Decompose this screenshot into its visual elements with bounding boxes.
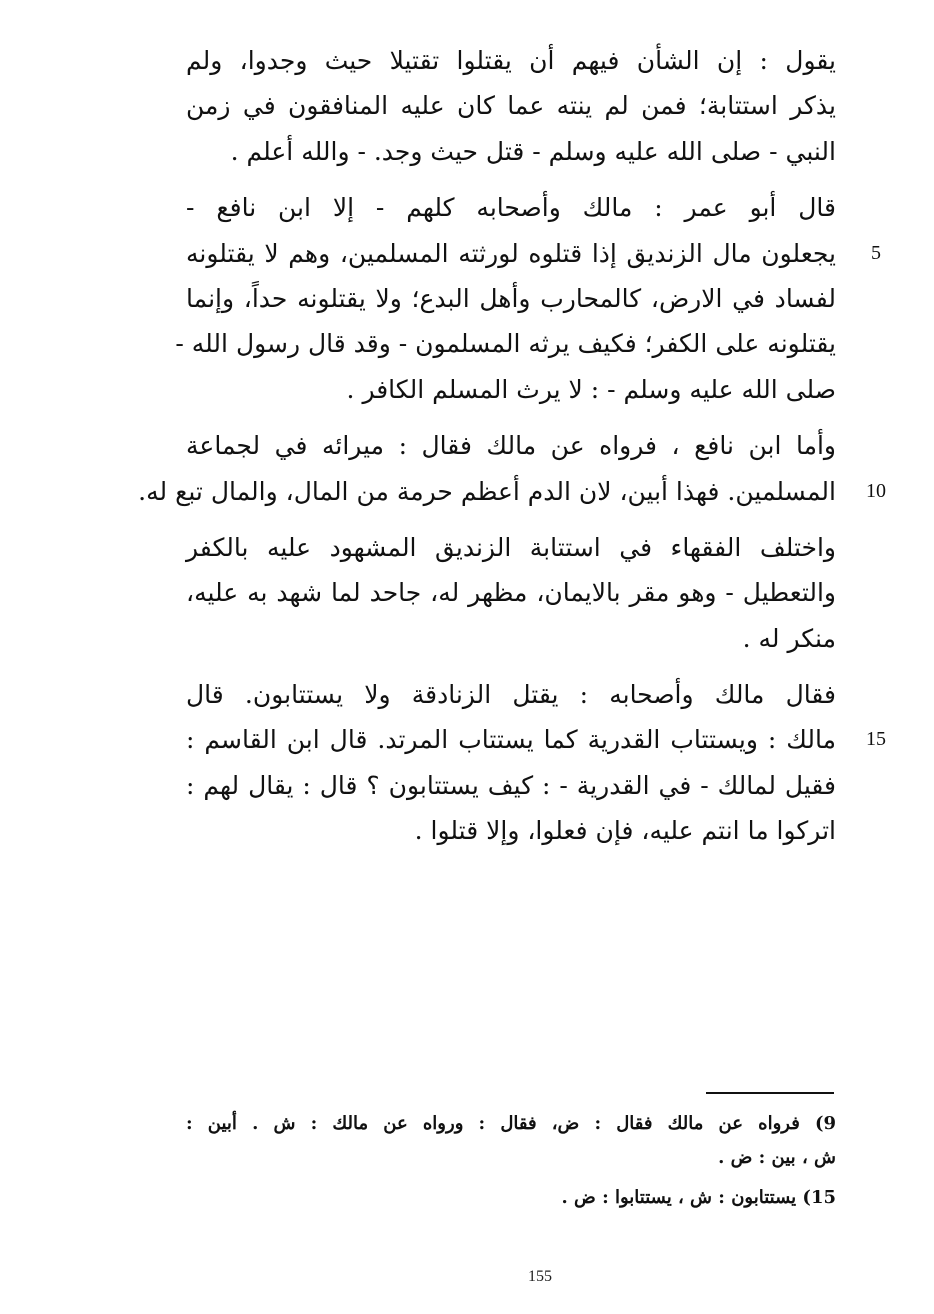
main-text [138,38,886,865]
text-line: النبي - صلى الله عليه وسلم - قتل حيث وجد. - والله أعلم . [230,136,836,166]
text-line: صلى الله عليه وسلم - : لا يرث المسلم الكافر . [346,374,836,404]
text-line: والتعطيل - وهو مقر بالايمان، مظهر له، جاحد لما شهد به عليه، [186,578,836,608]
text-line: يجعلون مال الزنديق إذا قتلوه لورثته المسلمين، وهم لا يقتلونه [186,238,836,268]
text-line: اتركوا ما انتم عليه، فإن فعلوا، وإلا قتلوا . [414,816,836,846]
text-line: مالك : ويستتاب القدرية كما يستتاب المرتد. قال ابن القاسم : [186,725,836,755]
text-line: يقتلونه على الكفر؛ فكيف يرثه المسلمون - وقد قال رسول الله - [175,329,836,359]
footnote-separator [706,1092,834,1094]
text-line: منكر له . [742,623,836,653]
line-number: 15 [866,728,886,751]
text-line: فقال مالك وأصحابه : يقتل الزنادقة ولا يستتابون. قال [186,680,836,710]
paragraph [175,185,881,412]
footnote-line: 15) يستتابون : ش ، يستتابوا : ض . [561,1187,836,1208]
text-line: يقول : إن الشأن فيهم أن يقتلوا تقتيلا حيث وجدوا، ولم [186,46,836,75]
paragraph [138,423,886,514]
line-number: 5 [871,241,881,264]
text-line: قال أبو عمر : مالك وأصحابه كلهم - إلا ابن نافع - [186,193,836,223]
text-line: يذكر استتابة؛ فمن لم ينته عما كان عليه المنافقون في زمن [186,91,836,121]
text-line: لفساد في الارض، كالمحارب وأهل البدع؛ ولا يقتلونه حداً، وإنما [186,283,836,313]
text-line: فقيل لمالك - في القدرية - : كيف يستتابون ؟ قال : يقال لهم : [186,770,836,800]
footnote-line: 9) فرواه عن مالك فقال : ض، فقال : ورواه عن مالك : ش . أبين : [186,1113,836,1134]
paragraph [186,38,836,174]
footnotes [186,1107,836,1215]
text-line: واختلف الفقهاء في استتابة الزنديق المشهود عليه بالكفر [186,532,836,562]
text-line: وأما ابن نافع ، فرواه عن مالك فقال : ميرائه في لجماعة [186,431,836,461]
text-line: المسلمين. فهذا أبين، لان الدم أعظم حرمة من المال، والمال تبع له. [138,476,836,506]
page-number: 155 [528,1268,552,1285]
text-line-with-number [186,717,886,762]
footnote-line: ش ، بين : ض . [718,1147,836,1168]
text-line-with-number [186,231,881,276]
paragraph [186,672,886,854]
line-number: 10 [866,479,886,502]
text-line-with-number [138,469,886,514]
paragraph [186,525,836,661]
